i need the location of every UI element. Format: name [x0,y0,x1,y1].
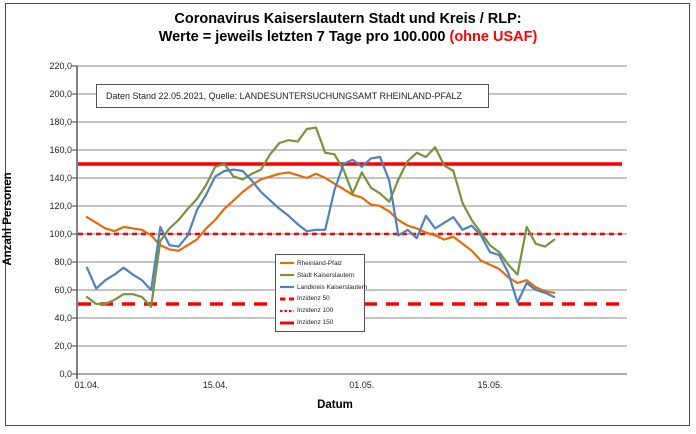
y-tick-label: 20,0 [54,341,72,351]
x-tick-label: 01.05. [349,380,375,390]
y-tick-label: 160,0 [49,145,72,155]
y-tick-label: 60,0 [54,285,72,295]
legend-label: Landkreis Kaiserslautern [297,283,368,291]
chart-title-usaf-note: (ohne USAF) [449,29,538,45]
legend-label: Inzidenz 150 [297,319,334,327]
x-tick-label: 01.04. [74,380,100,390]
legend-line-swatch [280,319,294,327]
legend-line-swatch [280,307,294,315]
y-tick-label: 140,0 [49,173,72,183]
y-tick-label: 200,0 [49,89,72,99]
legend-item-landkreis-kaiserslautern [280,282,368,293]
legend-item-inzidenz-150 [280,317,364,328]
y-tick-label: 0,0 [59,369,72,379]
legend-item-inzidenz-100 [280,305,364,316]
legend-line-swatch [280,295,294,303]
legend-item-stadt-kaiserslautern [280,270,364,281]
chart-title-line1: Coronavirus Kaiserslautern Stadt und Kreis / RLP: [174,11,522,27]
legend-label: Inzidenz 100 [297,307,334,315]
legend-label: Stadt Kaiserslautern [297,271,355,279]
y-tick-label: 80,0 [54,257,72,267]
legend-item-inzidenz-50 [280,293,364,304]
legend-label: Rheinland-Pfalz [297,259,343,267]
data-source-box [96,84,489,108]
y-tick-label: 220,0 [49,61,72,71]
y-tick-label: 100,0 [49,229,72,239]
legend-item-rheinland-pfalz [280,258,364,269]
x-tick-label: 15.05. [477,380,503,390]
y-tick-label: 40,0 [54,313,72,323]
legend [275,254,368,332]
chart-title-line2: Werte = jeweils letzten 7 Tage pro 100.000 (ohne USAF) [158,29,538,45]
legend-line-swatch [280,283,294,291]
x-tick-label: 15.04. [202,380,228,390]
x-axis-title: Datum [317,399,353,411]
y-axis-title: Anzahl Personen [2,172,14,266]
legend-line-swatch [280,271,294,279]
y-tick-label: 180,0 [49,117,72,127]
data-source-text: Daten Stand 22.05.2021, Quelle: LANDESUNTERSUCHUNGSAMT RHEINLAND-PFALZ [106,91,462,101]
legend-line-swatch [280,259,294,267]
legend-label: Inzidenz 50 [297,295,330,303]
y-tick-label: 120,0 [49,201,72,211]
